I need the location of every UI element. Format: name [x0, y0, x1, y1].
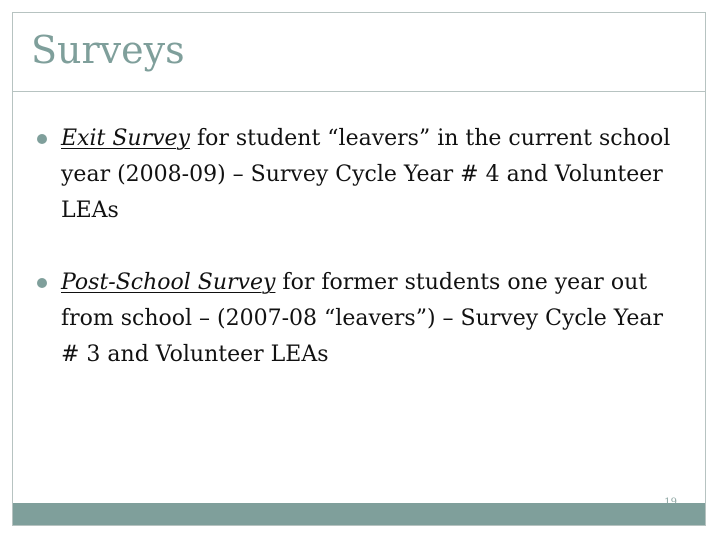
- post-school-survey-term: Post-School Survey: [61, 270, 276, 295]
- slide-title: Surveys: [31, 28, 185, 72]
- bullet-dot-icon: [37, 278, 47, 288]
- post-school-survey-description: for former students one year out from school – (2007-08 “leavers”) – Survey Cycle Year # 3 and Volunteer LEAs: [61, 270, 664, 367]
- bullet-dot-icon: [37, 134, 47, 144]
- footer-bar: [13, 503, 705, 525]
- bullet-item-exit-survey: [37, 121, 677, 229]
- slide-frame: [12, 12, 706, 526]
- bullet-list: [37, 121, 677, 373]
- exit-survey-description: for student “leavers” in the current school year (2008-09) – Survey Cycle Year # 4 and Volunteer LEAs: [61, 126, 671, 223]
- title-divider: [13, 91, 705, 92]
- bullet-item-post-school-survey: [37, 265, 677, 373]
- exit-survey-term: Exit Survey: [61, 126, 190, 151]
